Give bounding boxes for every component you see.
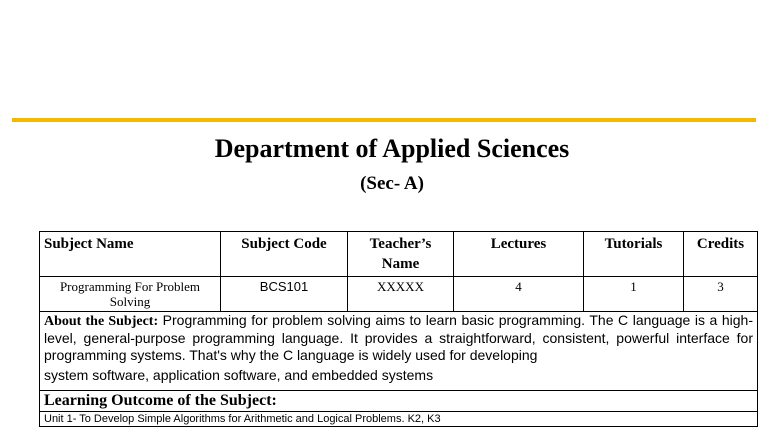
table-row — [40, 277, 758, 312]
about-label: About the Subject: — [44, 314, 159, 329]
cell-credits: 3 — [684, 277, 758, 312]
header-divider — [12, 118, 756, 122]
header-tutorials: Tutorials — [584, 232, 684, 277]
learning-outcome-heading: Learning Outcome of the Subject: — [40, 391, 758, 412]
cell-tutorials: 1 — [584, 277, 684, 312]
cell-teacher-name: XXXXX — [348, 277, 454, 312]
header-teacher-name: Teacher’s Name — [348, 232, 454, 277]
about-text: Programming for problem solving aims to learn basic programming. The C language is a high-level, general-purpose programming language. It provides a straightforward, consistent, powerful interface for programming systems. That's why the C language is widely used for developing — [44, 312, 754, 363]
cell-subject-name: Programming For Problem Solving — [40, 277, 221, 312]
learning-outcome-row — [40, 391, 758, 412]
section-label: (Sec- A) — [360, 173, 424, 194]
about-row — [40, 312, 758, 391]
unit-row — [40, 412, 758, 427]
about-text-last: system software, application software, and embedded systems — [44, 367, 434, 383]
table-header-row — [40, 232, 758, 277]
cell-lectures: 4 — [454, 277, 584, 312]
page-title: Department of Applied Sciences — [214, 134, 570, 163]
about-subject — [40, 312, 758, 391]
unit-1-outcome: Unit 1- To Develop Simple Algorithms for Arithmetic and Logical Problems. K2, K3 — [40, 412, 758, 427]
header-subject-code: Subject Code — [221, 232, 348, 277]
header-lectures: Lectures — [454, 232, 584, 277]
header-subject-name: Subject Name — [40, 232, 221, 277]
subject-table — [39, 231, 758, 427]
cell-subject-code: BCS101 — [221, 277, 348, 312]
header-credits: Credits — [684, 232, 758, 277]
